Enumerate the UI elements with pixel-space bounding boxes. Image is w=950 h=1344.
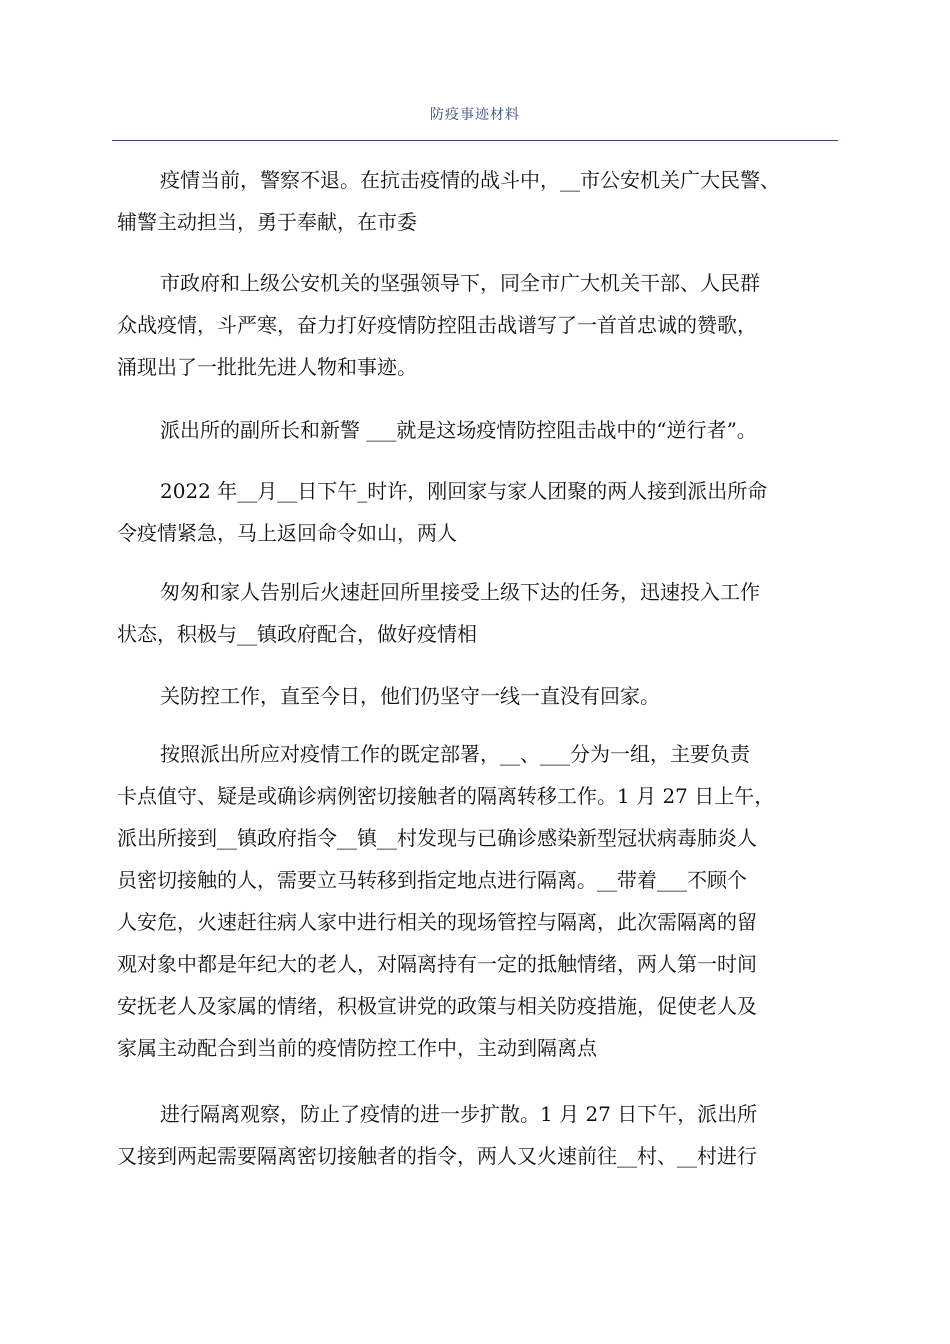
paragraph-6 <box>117 675 835 717</box>
paragraph-line: 安抚老人及家属的情绪，积极宣讲党的政策与相关防疫措施，促使老人及 <box>117 994 757 1018</box>
paragraph-2 <box>117 262 835 388</box>
paragraph-line: 涌现出了一批批先进人物和事迹。 <box>117 355 417 379</box>
paragraph-line: 市政府和上级公安机关的坚强领导下，同全市广大机关干部、人民群 <box>160 271 760 295</box>
paragraph-line: 疫情当前，警察不退。在抗击疫情的战斗中，__市公安机关广大民警、 <box>160 168 780 192</box>
paragraph-line: 按照派出所应对疫情工作的既定部署，__、___分为一组，主要负责 <box>160 742 750 766</box>
paragraph-line: 2022 年__月__日下午_时许，刚回家与家人团聚的两人接到派出所命 <box>160 479 768 503</box>
paragraph-line: 又接到两起需要隔离密切接触者的指令，两人又火速前往__村、__村进行 <box>117 1144 757 1168</box>
header-divider <box>112 140 838 141</box>
paragraph-line: 员密切接触的人，需要立马转移到指定地点进行隔离。__带着___不顾个 <box>117 868 747 892</box>
paragraph-line: 令疫情紧急，马上返回命令如山，两人 <box>117 521 457 545</box>
paragraph-line: 匆匆和家人告别后火速赶回所里接受上级下达的任务，迅速投入工作 <box>160 580 760 604</box>
paragraph-line: 派出所的副所长和新警 ___就是这场疫情防控阻击战中的“逆行者”。 <box>160 418 757 442</box>
paragraph-5 <box>117 571 835 655</box>
paragraph-line: 关防控工作，直至今日，他们仍坚守一线一直没有回家。 <box>160 684 660 708</box>
paragraph-line: 观对象中都是年纪大的老人，对隔离持有一定的抵触情绪，两人第一时间 <box>117 952 757 976</box>
paragraph-8 <box>117 1093 835 1177</box>
paragraph-4 <box>117 470 835 554</box>
paragraph-1 <box>117 159 835 243</box>
paragraph-7 <box>117 733 835 1069</box>
paragraph-line: 卡点值守、疑是或确诊病例密切接触者的隔离转移工作。1 月 27 日上午， <box>117 784 775 808</box>
paragraph-line: 进行隔离观察，防止了疫情的进一步扩散。1 月 27 日下午，派出所 <box>160 1102 758 1126</box>
paragraph-line: 众战疫情，斗严寒，奋力打好疫情防控阻击战谱写了一首首忠诚的赞歌， <box>117 313 757 337</box>
paragraph-line: 状态，积极与__镇政府配合，做好疫情相 <box>117 622 477 646</box>
header-title: 防疫事迹材料 <box>430 107 520 123</box>
paragraph-line: 派出所接到__镇政府指令__镇__村发现与已确诊感染新型冠状病毒肺炎人 <box>117 826 757 850</box>
paragraph-line: 家属主动配合到当前的疫情防控工作中，主动到隔离点 <box>117 1036 597 1060</box>
paragraph-line: 人安危，火速赶往病人家中进行相关的现场管控与隔离，此次需隔离的留 <box>117 910 757 934</box>
paragraph-line: 辅警主动担当，勇于奉献，在市委 <box>117 210 417 234</box>
paragraph-3 <box>117 409 835 451</box>
